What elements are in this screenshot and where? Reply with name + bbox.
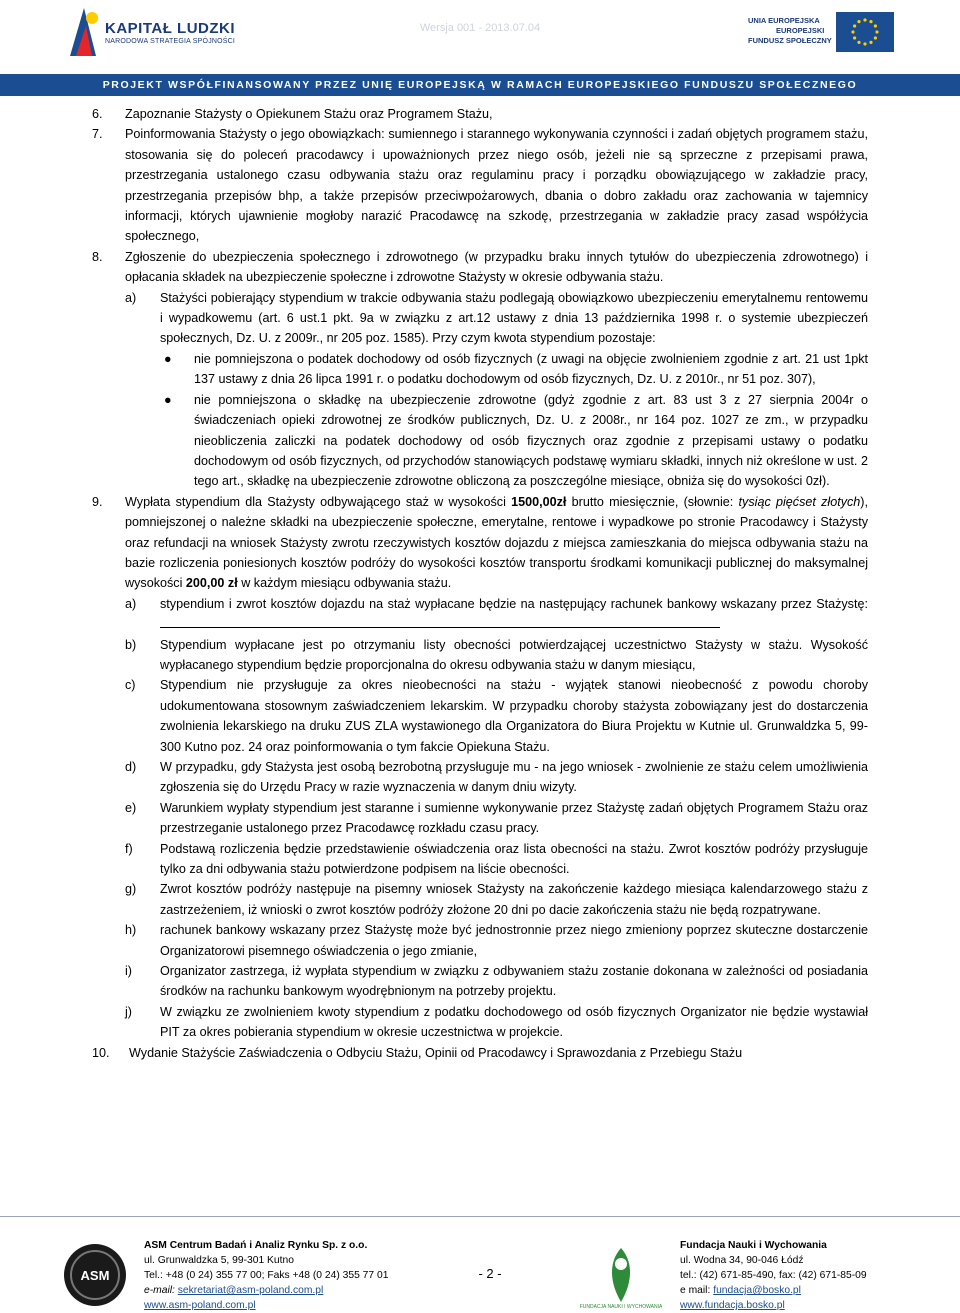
sub-item: d) W przypadku, gdy Stażysta jest osobą bezrobotną przysługuje mu - na jego wniosek - zwolnienie ze stażu celem umożliwienia zgłoszenia się do Urzędu Pracy w razie wyznaczenia w danym dniu wizyty. (125, 760, 868, 795)
eu-star-icon (874, 36, 877, 39)
page-number: - 2 - (478, 1266, 502, 1281)
sub-item: c) Stypendium nie przysługuje za okres nieobecności na stażu - wyjątek stanowi nieobecność z powodu choroby udokumentowana stosownym zaświadczeniem lekarskim. W przypadku choroby stażysta zobowiązany jest do dostarczenia zwolnienia lekarskiego na druku ZUS ZLA wystawionego dla Organizatora do Biura Projektu w Kutnie ul. Grunwaldzka 5, 99-300 Kutno poz. 24 oraz poinformowania o tym fakcie Opiekuna Stażu. (125, 678, 868, 754)
sub-item: g) Zwrot kosztów podróży następuje na pisemny wniosek Stażysty na zakończenie każdego miesiąca kalendarzowego stażu z zastrzeżeniem, iż wnioski o zwrot kosztów podróży złożone 20 dni po dacie zakończenia stażu nie będą rozpatrywane. (125, 882, 868, 917)
eu-star-icon (869, 20, 872, 23)
eu-star-icon (853, 36, 856, 39)
eu-star-icon (874, 24, 877, 27)
sub-item: e) Warunkiem wypłaty stypendium jest staranne i sumienne wykonywanie przez Stażystę zadań objętych Programem Stażu oraz przestrzeganie ustalonego przez Pracodawcę rozkładu czasu pracy. (125, 800, 868, 836)
version-watermark: Wersja 001 - 2013.07.04 (419, 22, 541, 34)
logo-title: KAPITAŁ LUDZKI (105, 20, 236, 37)
bullet-item: ● nie pomniejszona o podatek dochodowy od osób fizycznych (z uwagi na objęcie zwolnieniem zgodnie z art. 21 ust 1pkt 137 ustawy z dnia 26 lipca 1991 r. o podatku dochodowym od osób fizycznych, Dz. U. z 2010r., nr 51 poz. 307), (0, 349, 960, 390)
project-banner: PROJEKT WSPÓŁFINANSOWANY PRZEZ UNIĘ EUROPEJSKĄ W RAMACH EUROPEJSKIEGO FUNDUSZU SPOŁECZNEGO (0, 74, 960, 96)
sub-item: j) W związku ze zwolnieniem kwoty stypendium z podatku dochodowego od osób fizycznych Organizator nie będzie wystawiał PIT za okres pobierania stypendium w okresie uczestnictwa w projekcie. (125, 1004, 868, 1040)
list-item: 7. Poinformowania Stażysty o jego obowiązkach: sumiennego i starannego wykonywania czynności i zadań objętych programem stażu, stosowania się do poleceń pracodawcy i upoważnionych przez niego osób, jeżeli nie są sprzeczne z przepisami prawa, przestrzegania ustalonego czasu odbywania stażu oraz regulaminu pracy i porządku obowiązującego w zakładzie pracy, przestrzegania przepisów bhp, a także przepisów przeciwpożarowych, dbania o dobro zakładu oraz zachowania w tajemnicy informacji, których ujawnienie mogłoby narazić Pracodawcę na szkodę, przestrzegania w zakładzie pracy zasad współżycia społecznego, (92, 127, 868, 244)
svg-text:ASM: ASM (80, 1268, 110, 1283)
fundacja-email-link[interactable]: fundacja@bosko.pl (713, 1285, 801, 1296)
asm-website-link[interactable]: www.asm-poland.com.pl (144, 1300, 256, 1311)
eu-star-icon (853, 24, 856, 27)
sub-item: a) Stażyści pobierający stypendium w trakcie odbywania stażu podlegają obowiązkowo ubezpieczeniu emerytalnemu rentowemu i wypadkowemu (art. 6 ust.1 pkt. 9a w związku z art.12 ustawy z dnia 13 października 1998 r. o systemie ubezpieczeń społecznych, Dz. U. z 2009r., nr 205 poz. 1585). Przy czym kwota stypendium pozostaje: (125, 290, 868, 346)
sub-item: i) Organizator zastrzega, iż wypłata stypendium w związku z odbywaniem stażu zostanie dokonana w zależności od posiadania środków na rachunku bankowym wyodrębnionym na potrzeby projektu. (125, 964, 868, 999)
fundacja-logo (580, 1240, 662, 1310)
eu-star-icon (857, 41, 860, 44)
list-item: 9. Wypłata stypendium dla Stażysty odbywającego staż w wysokości 1500,00zł brutto miesięcznie, (słownie: tysiąc pięćset złotych), pomniejszonej o należne składki na ubezpieczenie społeczne, emerytalne, rentowe i wypadkowe po stronie Pracodawcy i Stażysty oraz refundacji na wniosek Stażysty zwrotu rzeczywistych kosztów dojazdu z miejsca zamieszkania do miejsca odbywania stażu na bazie rozliczenia poniesionych kosztów podróży do wysokości kosztów transportu środkami komunikacji publicznej do maksymalnej wysokości 200,00 zł w każdym miesiącu odbywania stażu. (92, 494, 868, 591)
document-body (0, 104, 960, 1063)
bullet-icon: ● (164, 351, 172, 366)
sub-item: a) stypendium i zwrot kosztów dojazdu na staż wypłacane będzie na następujący rachunek bankowy wskazany przez Stażystę: (0, 594, 960, 635)
asm-email-link[interactable]: sekretariat@asm-poland.com.pl (177, 1285, 324, 1296)
page-header (0, 0, 960, 70)
bullet-icon: ● (164, 392, 172, 407)
list-item: 10. Wydanie Stażyście Zaświadczenia o Odbyciu Stażu, Opinii od Pracodawcy i Sprawozdania z Przebiegu Stażu (92, 1045, 743, 1060)
sub-item: f) Podstawą rozliczenia będzie przedstawienie oświadczenia oraz lista obecności na stażu. Zwrot kosztów podróży przysługuje tylko za dni odbywania stażu potwierdzone podpisem na liście obecności. (125, 841, 868, 877)
sub-item: b) Stypendium wypłacane jest po otrzymaniu listy obecności potwierdzającej uczestnictwo Stażysty w stażu. Wysokość wypłacanego stypendium będzie proporcjonalna do okresu odbywania stażu w danym miesiącu, (125, 637, 868, 672)
fundacja-website-link[interactable]: www.fundacja.bosko.pl (680, 1300, 785, 1311)
footer-fundacja-contact: Fundacja Nauki i Wychowania ul. Wodna 34, 90-046 Łódź tel.: (42) 671-85-490, fax: (42) 671-85-09 e mail: fundacja@bosko.pl www.fundacja.bosko.pl (680, 1240, 867, 1311)
svg-text:FUNDACJA NAUKI I WYCHOWANIA: FUNDACJA NAUKI I WYCHOWANIA (580, 1304, 662, 1310)
asm-logo (62, 1242, 128, 1308)
eu-star-icon (863, 18, 866, 21)
sub-item: h) rachunek bankowy wskazany przez Stażystę może być jednostronnie przez niego zmieniony poprzez skuteczne dostarczenie Organizatorowi pisemnego oświadczenia o jego zmianie, (125, 923, 868, 958)
list-item: 8. Zgłoszenie do ubezpieczenia społecznego i zdrowotnego (w przypadku braku innych tytułów do ubezpieczenia zdrowotnego) i opłacania składek na ubezpieczenie społeczne i zdrowotne Stażysty w okresie odbywania stażu. (92, 249, 868, 285)
footer-asm-contact: ASM Centrum Badań i Analiz Rynku Sp. z o.o. ul. Grunwaldzka 5, 99-301 Kutno Tel.: +48 (0 24) 355 77 00; Faks +48 (0 24) 355 77 01 e-mail: sekretariat@asm-poland.com.pl www.asm-poland.com.pl (144, 1240, 389, 1311)
bank-account-blank (160, 614, 720, 628)
eu-star-icon (875, 30, 878, 33)
list-item: 6. Zapoznanie Stażysty o Opiekunem Stażu oraz Programem Stażu, (92, 107, 493, 121)
eu-star-icon (851, 30, 854, 33)
eu-star-icon (863, 42, 866, 45)
bullet-item: ● nie pomniejszona o składkę na ubezpieczenie zdrowotne (gdyż zgodnie z art. 83 ust 3 z 27 sierpnia 2004r o świadczeniach opieki zdrowotnej ze środków publicznych, Dz. U. z 2008r., nr 164 poz. 1027 ze zm., w przypadku nieobliczenia zaliczki na podatek dochodowy od osób fizycznych oraz zgodnie z przepisami ustawy o podatku dochodowym od osób fizycznych, od przychodów stanowiących podstawę wymiaru składki, innych niż określone w ust. 2 tego art., składkę na ubezpieczenie zdrowotne obliczoną za poszczególne miesiące, obniża się do wysokości 0zł). (0, 390, 960, 492)
footer-divider (0, 1216, 960, 1217)
eu-flag-icon (836, 12, 894, 52)
eu-label: UNIA EUROPEJSKA EUROPEJSKI FUNDUSZ SPOŁECZNY (748, 16, 832, 45)
eu-star-icon (857, 20, 860, 23)
logo-subtitle: NARODOWA STRATEGIA SPÓJNOŚCI (105, 38, 236, 45)
eu-star-icon (869, 41, 872, 44)
